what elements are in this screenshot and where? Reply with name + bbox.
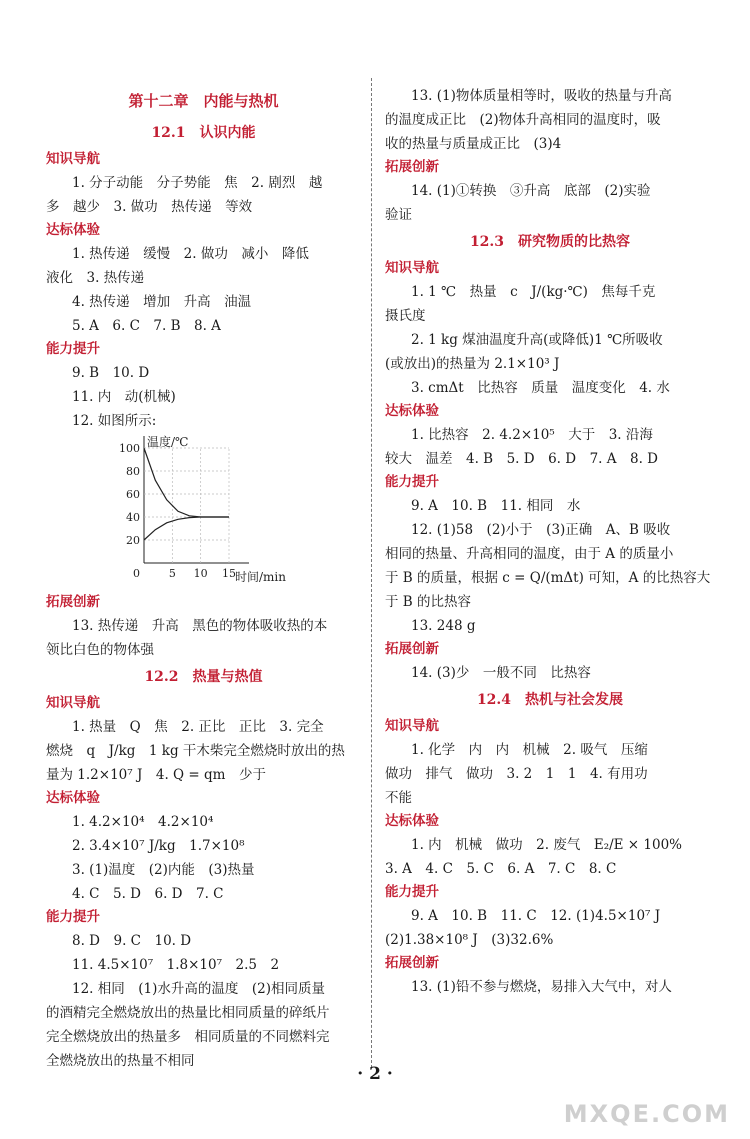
- answer-line: 14. (3)少 一般不同 比热容: [411, 665, 591, 681]
- column-divider: [371, 78, 372, 1068]
- answer-line: 9. A 10. B 11. C 12. (1)4.5×10⁷ J: [411, 908, 661, 924]
- answer-line: 12. 相同 (1)水升高的温度 (2)相同质量: [72, 981, 326, 997]
- subsection-heading: 拓展创新: [385, 641, 439, 657]
- subsection-heading: 拓展创新: [46, 594, 100, 610]
- x-axis-label: 时间/min: [235, 570, 286, 584]
- answer-line: 12. 如图所示:: [72, 413, 157, 429]
- right-column: [385, 84, 715, 999]
- watermark: MXQE.COM: [563, 1100, 730, 1128]
- y-axis-label: 温度/℃: [147, 435, 189, 449]
- answer-line: 13. (1)铅不参与燃烧，易排入大气中，对人: [411, 979, 672, 995]
- series-line-cold: [144, 517, 229, 540]
- answer-line: 13. (1)物体质量相等时，吸收的热量与升高: [411, 88, 672, 104]
- subsection-heading: 能力提升: [385, 884, 439, 900]
- subsection-heading: 拓展创新: [385, 955, 439, 971]
- origin-label: 0: [133, 567, 140, 580]
- subsection-heading: 达标体验: [46, 222, 100, 238]
- subsection-heading: 达标体验: [385, 813, 439, 829]
- subsection-heading: 达标体验: [46, 790, 100, 806]
- answer-line: 1. 比热容 2. 4.2×10⁵ 大于 3. 沿海: [411, 427, 653, 443]
- answer-line: 完全燃烧放出的热量多 相同质量的不同燃料完: [46, 1029, 330, 1045]
- answer-line: 的温度成正比 (2)物体升高相同的温度时，吸: [385, 112, 661, 128]
- x-tick-label: 15: [222, 567, 236, 580]
- answer-line: 9. B 10. D: [72, 365, 150, 381]
- answer-line: 较大 温差 4. B 5. D 6. D 7. A 8. D: [385, 451, 658, 467]
- y-tick-label: 40: [126, 511, 140, 524]
- answer-line: 11. 4.5×10⁷ 1.8×10⁷ 2.5 2: [72, 957, 280, 973]
- answer-line: 2. 3.4×10⁷ J/kg 1.7×10⁸: [72, 838, 245, 854]
- left-column: [46, 84, 361, 1073]
- answer-line: 3. cmΔt 比热容 质量 温度变化 4. 水: [411, 380, 670, 396]
- answer-line: 4. 热传递 增加 升高 油温: [72, 294, 252, 310]
- answer-line: 1. 化学 内 内 机械 2. 吸气 压缩: [411, 742, 648, 758]
- answer-line: (2)1.38×10⁸ J (3)32.6%: [385, 932, 554, 948]
- answer-line: 12. (1)58 (2)小于 (3)正确 A、B 吸收: [411, 522, 671, 538]
- answer-line: 2. 1 kg 煤油温度升高(或降低)1 ℃所吸收: [411, 332, 663, 348]
- section-title: 12.3 研究物质的比热容: [469, 234, 631, 250]
- answer-line: 1. 分子动能 分子势能 焦 2. 剧烈 越: [72, 175, 323, 191]
- answer-line: 液化 3. 热传递: [46, 270, 145, 286]
- answer-line: 9. A 10. B 11. 相同 水: [411, 498, 581, 514]
- answer-line: 于 B 的比热容: [385, 594, 472, 610]
- answer-line: 于 B 的质量，根据 c = Q/(mΔt) 可知，A 的比热容大: [385, 570, 711, 586]
- answer-line: 5. A 6. C 7. B 8. A: [72, 318, 221, 334]
- answer-line: 量为 1.2×10⁷ J 4. Q = qm 少于: [46, 767, 266, 783]
- answer-line: 不能: [385, 790, 412, 806]
- answer-line: 1. 1 ℃ 热量 c J/(kg·℃) 焦每千克: [411, 284, 656, 300]
- cooling-chart: [116, 433, 306, 591]
- answer-line: 1. 热传递 缓慢 2. 做功 减小 降低: [72, 246, 309, 262]
- subsection-heading: 能力提升: [46, 341, 100, 357]
- section-title: 12.4 热机与社会发展: [476, 692, 624, 708]
- section-title: 12.1 认识内能: [151, 125, 256, 141]
- answer-line: 13. 热传递 升高 黑色的物体吸收热的本: [72, 618, 328, 634]
- subsection-heading: 知识导航: [385, 718, 439, 734]
- subsection-heading: 能力提升: [46, 909, 100, 925]
- answer-line: 3. (1)温度 (2)内能 (3)热量: [72, 862, 255, 878]
- answer-line: 1. 热量 Q 焦 2. 正比 正比 3. 完全: [72, 719, 324, 735]
- subsection-heading: 知识导航: [46, 151, 100, 167]
- subsection-heading: 知识导航: [385, 260, 439, 276]
- answer-line: 8. D 9. C 10. D: [72, 933, 192, 949]
- answer-line: 领比白色的物体强: [46, 642, 154, 658]
- subsection-heading: 知识导航: [46, 695, 100, 711]
- x-tick-label: 10: [193, 567, 208, 580]
- subsection-heading: 拓展创新: [385, 159, 439, 175]
- answer-line: 11. 内 动(机械): [72, 389, 176, 405]
- y-tick-label: 60: [126, 488, 140, 501]
- answer-line: 多 越少 3. 做功 热传递 等效: [46, 199, 253, 215]
- answer-line: 收的热量与质量成正比 (3)4: [385, 136, 562, 152]
- answer-line: 摄氏度: [385, 308, 426, 324]
- section-title: 12.2 热量与热值: [144, 669, 263, 685]
- answer-line: 4. C 5. D 6. D 7. C: [72, 886, 224, 902]
- answer-line: 燃烧 q J/kg 1 kg 干木柴完全燃烧时放出的热: [46, 743, 345, 759]
- page-number: · 2 ·: [357, 1064, 393, 1084]
- answer-line: 的酒精完全燃烧放出的热量比相同质量的碎纸片: [46, 1005, 330, 1021]
- subsection-heading: 能力提升: [385, 474, 439, 490]
- x-tick-label: 5: [168, 567, 176, 580]
- answer-line: 做功 排气 做功 3. 2 1 1 4. 有用功: [385, 766, 648, 782]
- chapter-title: 第十二章 内能与热机: [128, 92, 279, 110]
- answer-line: 全燃烧放出的热量不相同: [46, 1053, 195, 1069]
- answer-line: 1. 4.2×10⁴ 4.2×10⁴: [72, 814, 214, 830]
- y-tick-label: 20: [126, 534, 140, 547]
- chart-container: [116, 433, 361, 591]
- answer-line: 验证: [385, 207, 412, 223]
- y-tick-label: 100: [119, 442, 140, 455]
- series-line-hot: [144, 448, 229, 517]
- subsection-heading: 达标体验: [385, 403, 439, 419]
- answer-line: 14. (1)①转换 ③升高 底部 (2)实验: [411, 183, 651, 199]
- answer-line: 相同的热量、升高相同的温度，由于 A 的质量小: [385, 546, 674, 562]
- y-tick-label: 80: [126, 465, 140, 478]
- answer-line: 3. A 4. C 5. C 6. A 7. C 8. C: [385, 861, 617, 877]
- answer-line: 1. 内 机械 做功 2. 废气 E₂/E × 100%: [411, 837, 683, 853]
- answer-line: (或放出)的热量为 2.1×10³ J: [385, 356, 560, 372]
- answer-line: 13. 248 g: [411, 618, 476, 634]
